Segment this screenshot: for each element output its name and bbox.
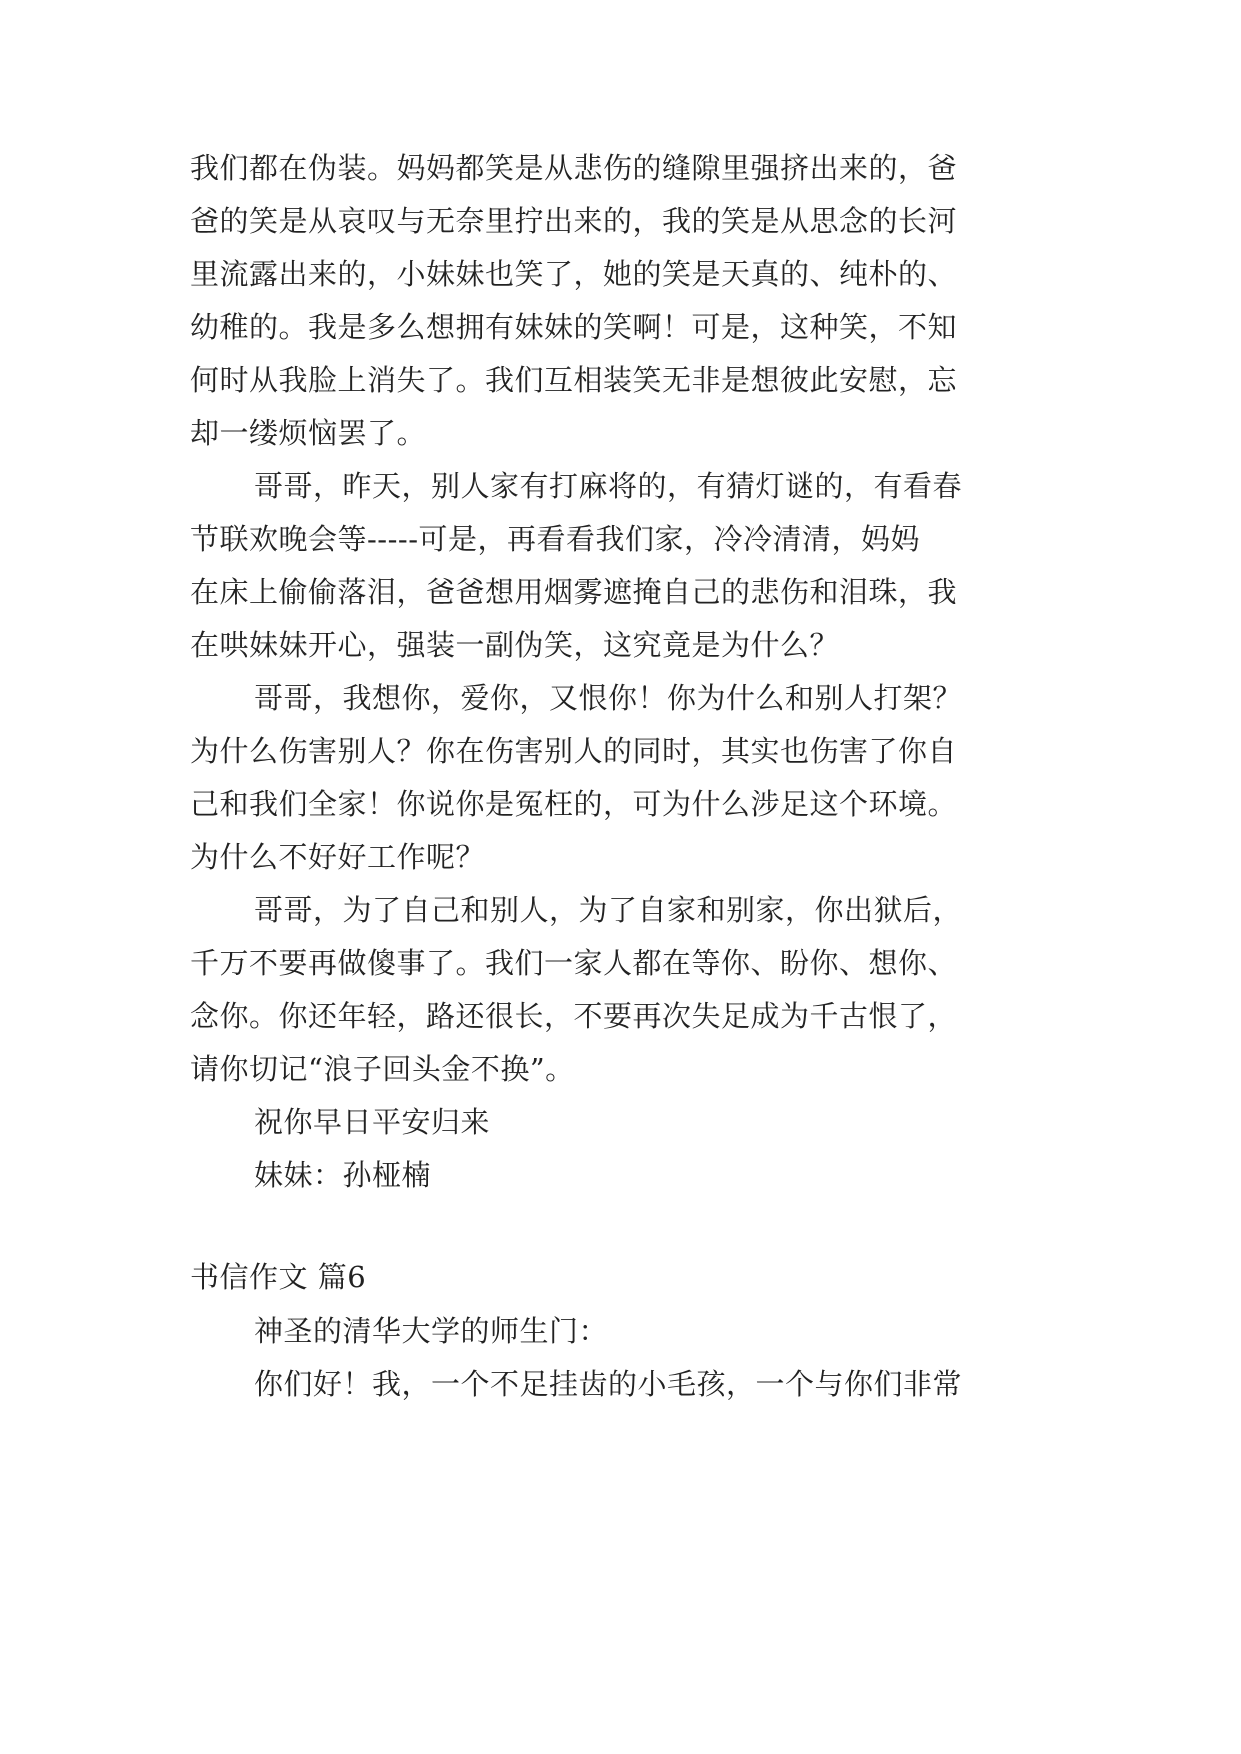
text-line: 千万不要再做傻事了。我们一家人都在等你、盼你、想你、 [190,946,958,980]
signature-line: 妹妹：孙桠楠 [254,1158,432,1192]
text-line: 幼稚的。我是多么想拥有妹妹的笑啊！可是，这种笑，不知 [190,310,958,344]
text-line: 哥哥，我想你，爱你，又恨你！你为什么和别人打架？ [254,681,963,715]
text-line: 为什么不好好工作呢？ [190,840,486,874]
text-line: 里流露出来的，小妹妹也笑了，她的笑是天真的、纯朴的、 [190,257,958,291]
text-line: 爸的笑是从哀叹与无奈里拧出来的，我的笑是从思念的长河 [190,204,958,238]
text-line: 念你。你还年轻，路还很长，不要再次失足成为千古恨了， [190,999,958,1033]
text-line: 己和我们全家！你说你是冤枉的，可为什么涉足这个环境。 [190,787,958,821]
text-line: 在床上偷偷落泪，爸爸想用烟雾遮掩自己的悲伤和泪珠，我 [190,575,958,609]
text-line: 哥哥，昨天，别人家有打麻将的，有猜灯谜的，有看春 [254,469,963,503]
salutation-line: 神圣的清华大学的师生门： [254,1314,609,1348]
text-line: 哥哥，为了自己和别人，为了自家和别家，你出狱后， [254,893,963,927]
text-line: 在哄妹妹开心，强装一副伪笑，这究竟是为什么？ [190,628,840,662]
text-line: 你们好！我，一个不足挂齿的小毛孩，一个与你们非常 [254,1367,963,1401]
text-line: 却一缕烦恼罢了。 [190,416,427,450]
text-line: 为什么伤害别人？你在伤害别人的同时，其实也伤害了你自 [190,734,958,768]
text-line: 我们都在伪装。妈妈都笑是从悲伤的缝隙里强挤出来的，爸 [190,151,958,185]
text-line: 何时从我脸上消失了。我们互相装笑无非是想彼此安慰，忘 [190,363,958,397]
text-line: 节联欢晚会等-----可是，再看看我们家，冷冷清清，妈妈 [190,522,920,556]
section-title: 书信作文 篇6 [190,1260,367,1294]
closing-line: 祝你早日平安归来 [254,1105,491,1139]
text-line: 请你切记“浪子回头金不换”。 [190,1052,575,1086]
